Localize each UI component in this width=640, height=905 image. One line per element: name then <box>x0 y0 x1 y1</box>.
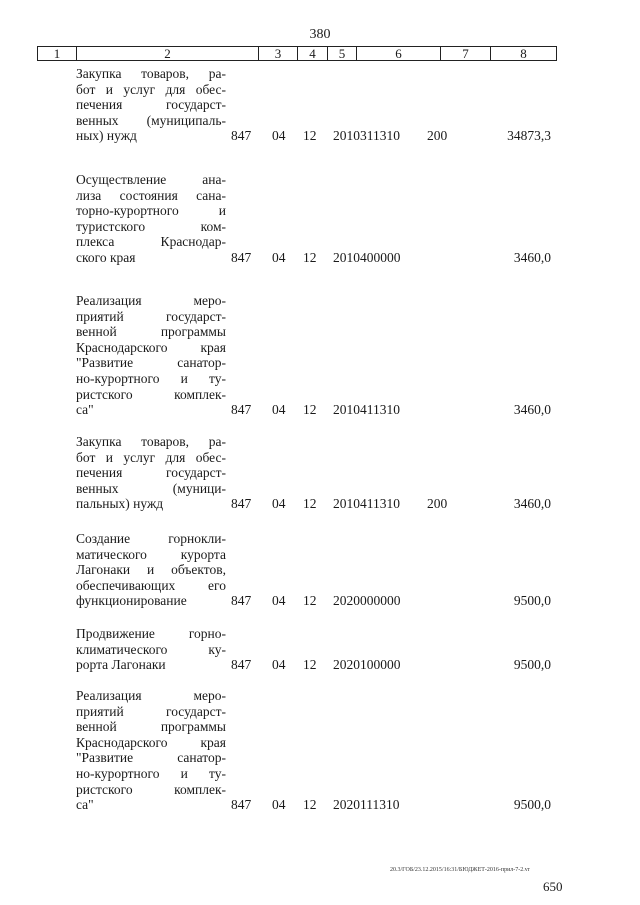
description-line: но-курортного и ту- <box>76 765 226 781</box>
subsection-code: 12 <box>303 593 317 609</box>
description-line: венной программы <box>76 719 226 735</box>
description-line: приятий государст- <box>76 308 226 324</box>
table-row <box>0 531 640 609</box>
description-line: Осуществление ана- <box>76 172 226 187</box>
table-header <box>37 46 557 61</box>
description-line: Продвижение горно- <box>76 626 226 641</box>
description-line: Создание горнокли- <box>76 531 226 546</box>
table-row <box>0 688 640 813</box>
target-article-code: 2010411310 <box>333 496 400 512</box>
ministry-code: 847 <box>231 496 252 512</box>
description-line: венных (муниципаль- <box>76 112 226 128</box>
table-row <box>0 293 640 418</box>
target-article-code: 2020111310 <box>333 797 400 813</box>
subsection-code: 12 <box>303 797 317 813</box>
row-description <box>76 688 226 813</box>
description-line: плекса Краснодар- <box>76 234 226 250</box>
target-article-code: 2010400000 <box>333 250 401 265</box>
description-line: Реализация меро- <box>76 293 226 308</box>
column-header: 4 <box>298 47 328 60</box>
column-header: 1 <box>38 47 77 60</box>
description-line: венной программы <box>76 324 226 340</box>
description-line: Краснодарского края <box>76 339 226 355</box>
description-line: ристского комплек- <box>76 386 226 402</box>
ministry-code: 847 <box>231 128 252 144</box>
section-code: 04 <box>272 593 286 609</box>
description-line: торно-курортного и <box>76 203 226 219</box>
row-description <box>76 66 226 144</box>
section-code: 04 <box>272 128 286 144</box>
description-line: матического курорта <box>76 546 226 562</box>
footer-page-number: 650 <box>543 879 563 894</box>
expense-type-code: 200 <box>427 496 448 512</box>
description-line: са" <box>76 402 94 418</box>
ministry-code: 847 <box>231 657 252 673</box>
table-row <box>0 66 640 144</box>
description-line: ского края <box>76 249 136 265</box>
ministry-code: 847 <box>231 402 252 418</box>
table-row <box>0 172 640 266</box>
description-line: но-курортного и ту- <box>76 370 226 386</box>
description-line: лиза состояния сана- <box>76 187 226 203</box>
expense-type-code: 200 <box>427 128 448 144</box>
description-line: туристского ком- <box>76 218 226 234</box>
row-description <box>76 293 226 418</box>
column-header: 2 <box>77 47 259 60</box>
subsection-code: 12 <box>303 402 317 418</box>
column-header: 8 <box>520 46 527 61</box>
description-line: Закупка товаров, ра- <box>76 66 226 81</box>
description-line: функционирование <box>76 593 187 609</box>
description-line: Лагонаки и объектов, <box>76 562 226 578</box>
subsection-code: 12 <box>303 496 317 512</box>
description-line: са" <box>76 797 94 813</box>
target-article-code: 2010311310 <box>333 128 400 144</box>
section-code: 04 <box>272 797 286 813</box>
description-line: ных) нужд <box>76 128 137 144</box>
description-line: пальных) нужд <box>76 496 164 512</box>
target-article-code: 2020100000 <box>333 657 401 673</box>
table-row <box>0 626 640 673</box>
column-header: 3 <box>259 47 298 60</box>
column-header: 6 <box>357 47 441 60</box>
amount-value: 3460,0 <box>513 402 551 418</box>
target-article-code: 2020000000 <box>333 593 401 609</box>
section-code: 04 <box>272 250 286 265</box>
section-code: 04 <box>272 496 286 512</box>
amount-value: 34873,3 <box>507 128 551 144</box>
subsection-code: 12 <box>303 657 317 673</box>
description-line: приятий государст- <box>76 703 226 719</box>
description-line: обеспечивающих его <box>76 577 226 593</box>
row-description <box>76 531 226 609</box>
target-article-code: 2010411310 <box>333 402 400 418</box>
section-code: 04 <box>272 402 286 418</box>
description-line: печения государст- <box>76 97 226 113</box>
section-code: 04 <box>272 657 286 673</box>
description-line: печения государст- <box>76 465 226 481</box>
row-description <box>76 172 226 266</box>
row-description <box>76 434 226 512</box>
description-line: Краснодарского края <box>76 734 226 750</box>
subsection-code: 12 <box>303 250 317 265</box>
column-header: 7 <box>441 47 491 60</box>
page-number: 380 <box>309 27 331 42</box>
description-line: ристского комплек- <box>76 781 226 797</box>
subsection-code: 12 <box>303 128 317 144</box>
description-line: бот и услуг для обес- <box>76 449 226 465</box>
description-line: "Развитие санатор- <box>76 355 226 371</box>
description-line: рорта Лагонаки <box>76 657 166 673</box>
row-description <box>76 626 226 673</box>
description-line: "Развитие санатор- <box>76 750 226 766</box>
ministry-code: 847 <box>231 797 252 813</box>
table-row <box>0 434 640 512</box>
description-line: климатического ку- <box>76 641 226 657</box>
description-line: Закупка товаров, ра- <box>76 434 226 449</box>
ministry-code: 847 <box>231 593 252 609</box>
description-line: бот и услуг для обес- <box>76 81 226 97</box>
description-line: Реализация меро- <box>76 688 226 703</box>
amount-value: 3460,0 <box>513 496 551 512</box>
ministry-code: 847 <box>231 250 252 265</box>
footer-document-code: 20.3/ГОБ/23.12.2015/16:31/БЮДЖЕТ-2016-прил-7-2.vr <box>390 867 530 873</box>
amount-value: 9500,0 <box>513 797 551 813</box>
amount-value: 9500,0 <box>513 593 551 609</box>
amount-value: 3460,0 <box>513 250 551 265</box>
description-line: венных (муници- <box>76 480 226 496</box>
amount-value: 9500,0 <box>513 657 551 673</box>
column-header: 5 <box>328 47 357 60</box>
